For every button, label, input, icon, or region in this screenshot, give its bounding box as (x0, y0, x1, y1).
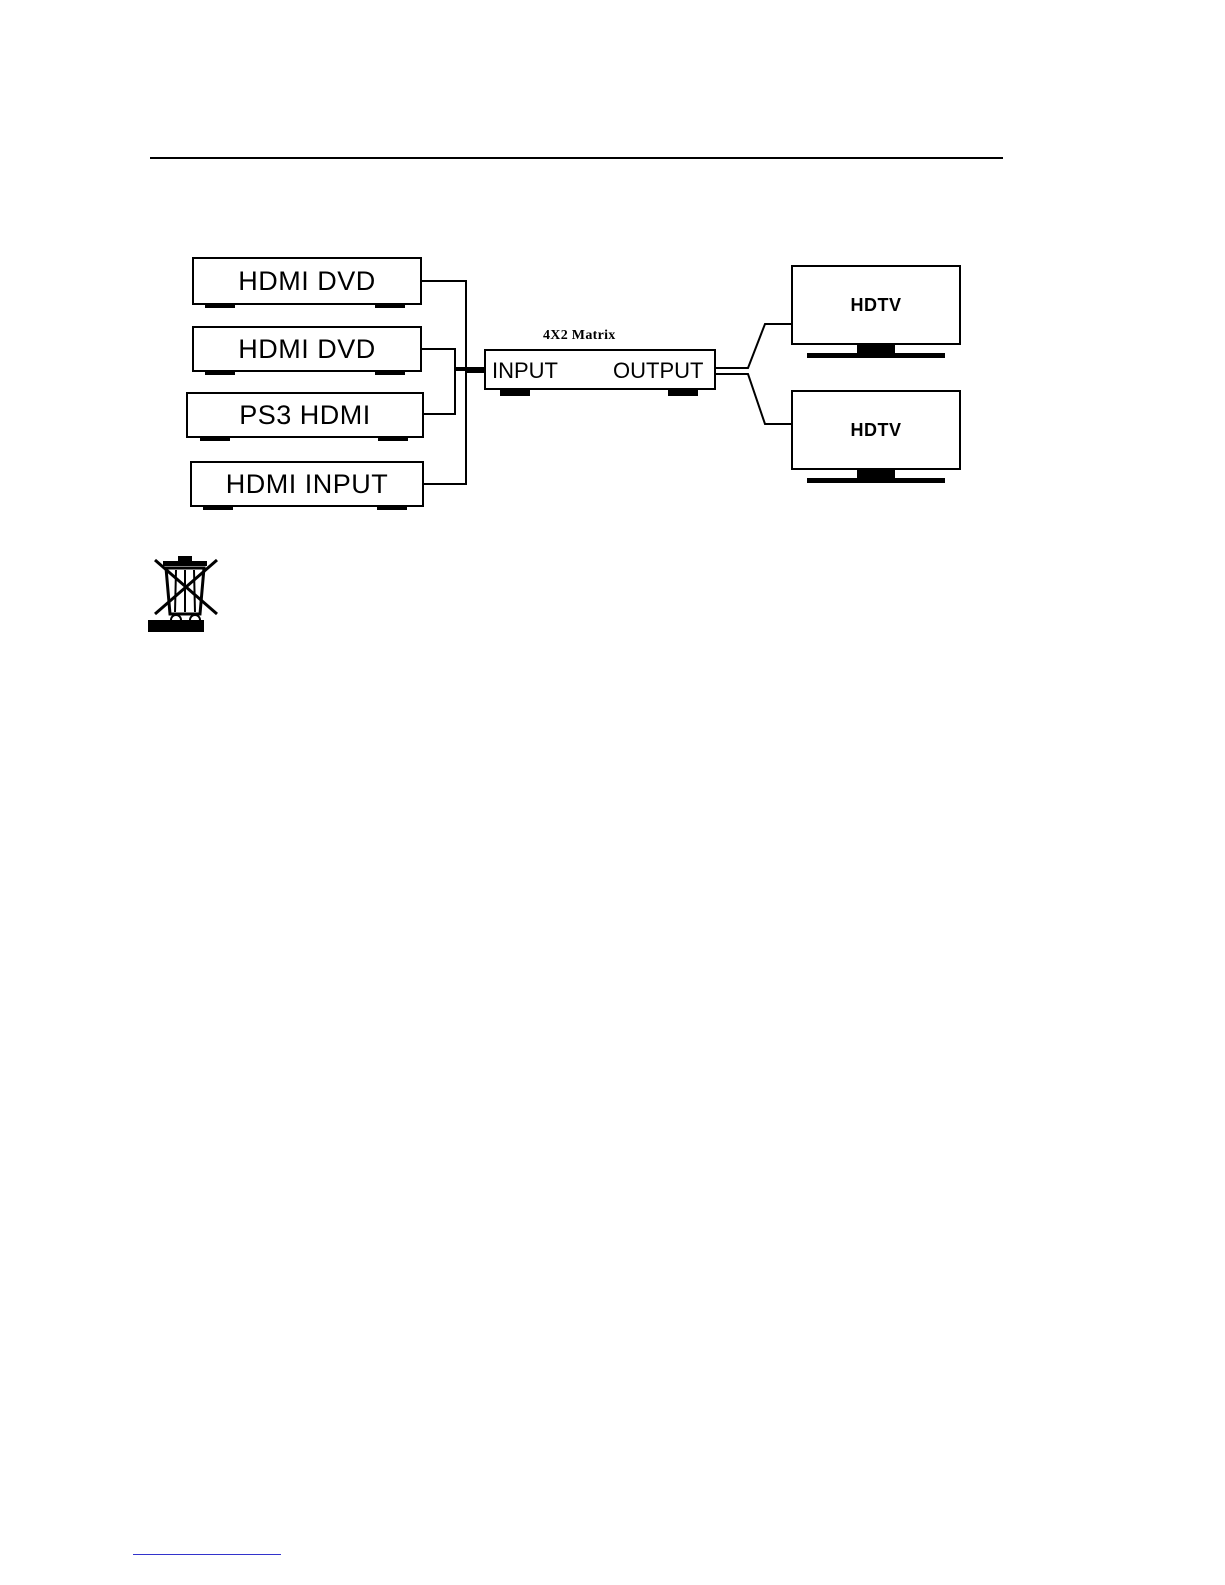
source-foot (375, 370, 405, 375)
footer-link-underline[interactable] (133, 1554, 281, 1555)
matrix-output-label: OUTPUT (613, 358, 704, 383)
hdtv-2-neck (857, 470, 895, 478)
source-foot (203, 505, 233, 510)
source-hdmi-dvd-1-label: HDMI DVD (238, 265, 376, 296)
source-hdmi-dvd-2[interactable] (192, 326, 422, 372)
source-hdmi-input[interactable] (190, 461, 424, 507)
matrix-title: 4X2 Matrix (543, 328, 616, 343)
cable-lines (0, 0, 1225, 560)
matrix-input-label: INPUT (492, 358, 558, 383)
weee-underbar (148, 620, 204, 632)
source-ps3-hdmi[interactable] (186, 392, 424, 438)
hdtv-2-label: HDTV (850, 419, 902, 440)
matrix-foot (668, 390, 698, 396)
hdtv-1-base (807, 353, 945, 358)
source-foot (375, 303, 405, 308)
source-ps3-hdmi-label: PS3 HDMI (239, 399, 371, 430)
hdtv-1-screen (791, 265, 961, 345)
source-foot (205, 303, 235, 308)
matrix-foot (500, 390, 530, 396)
source-hdmi-input-label: HDMI INPUT (225, 468, 389, 499)
source-foot (200, 436, 230, 441)
source-hdmi-dvd-1[interactable] (192, 257, 422, 305)
hdtv-2-base (807, 478, 945, 483)
hdtv-1-label: HDTV (850, 294, 902, 315)
display-hdtv-2[interactable] (791, 390, 961, 487)
source-hdmi-dvd-2-label: HDMI DVD (238, 333, 376, 364)
hdtv-1-neck (857, 345, 895, 353)
display-hdtv-1[interactable] (791, 265, 961, 362)
hdtv-2-screen (791, 390, 961, 470)
connection-diagram (0, 0, 1225, 560)
source-foot (377, 505, 407, 510)
source-foot (378, 436, 408, 441)
source-foot (205, 370, 235, 375)
